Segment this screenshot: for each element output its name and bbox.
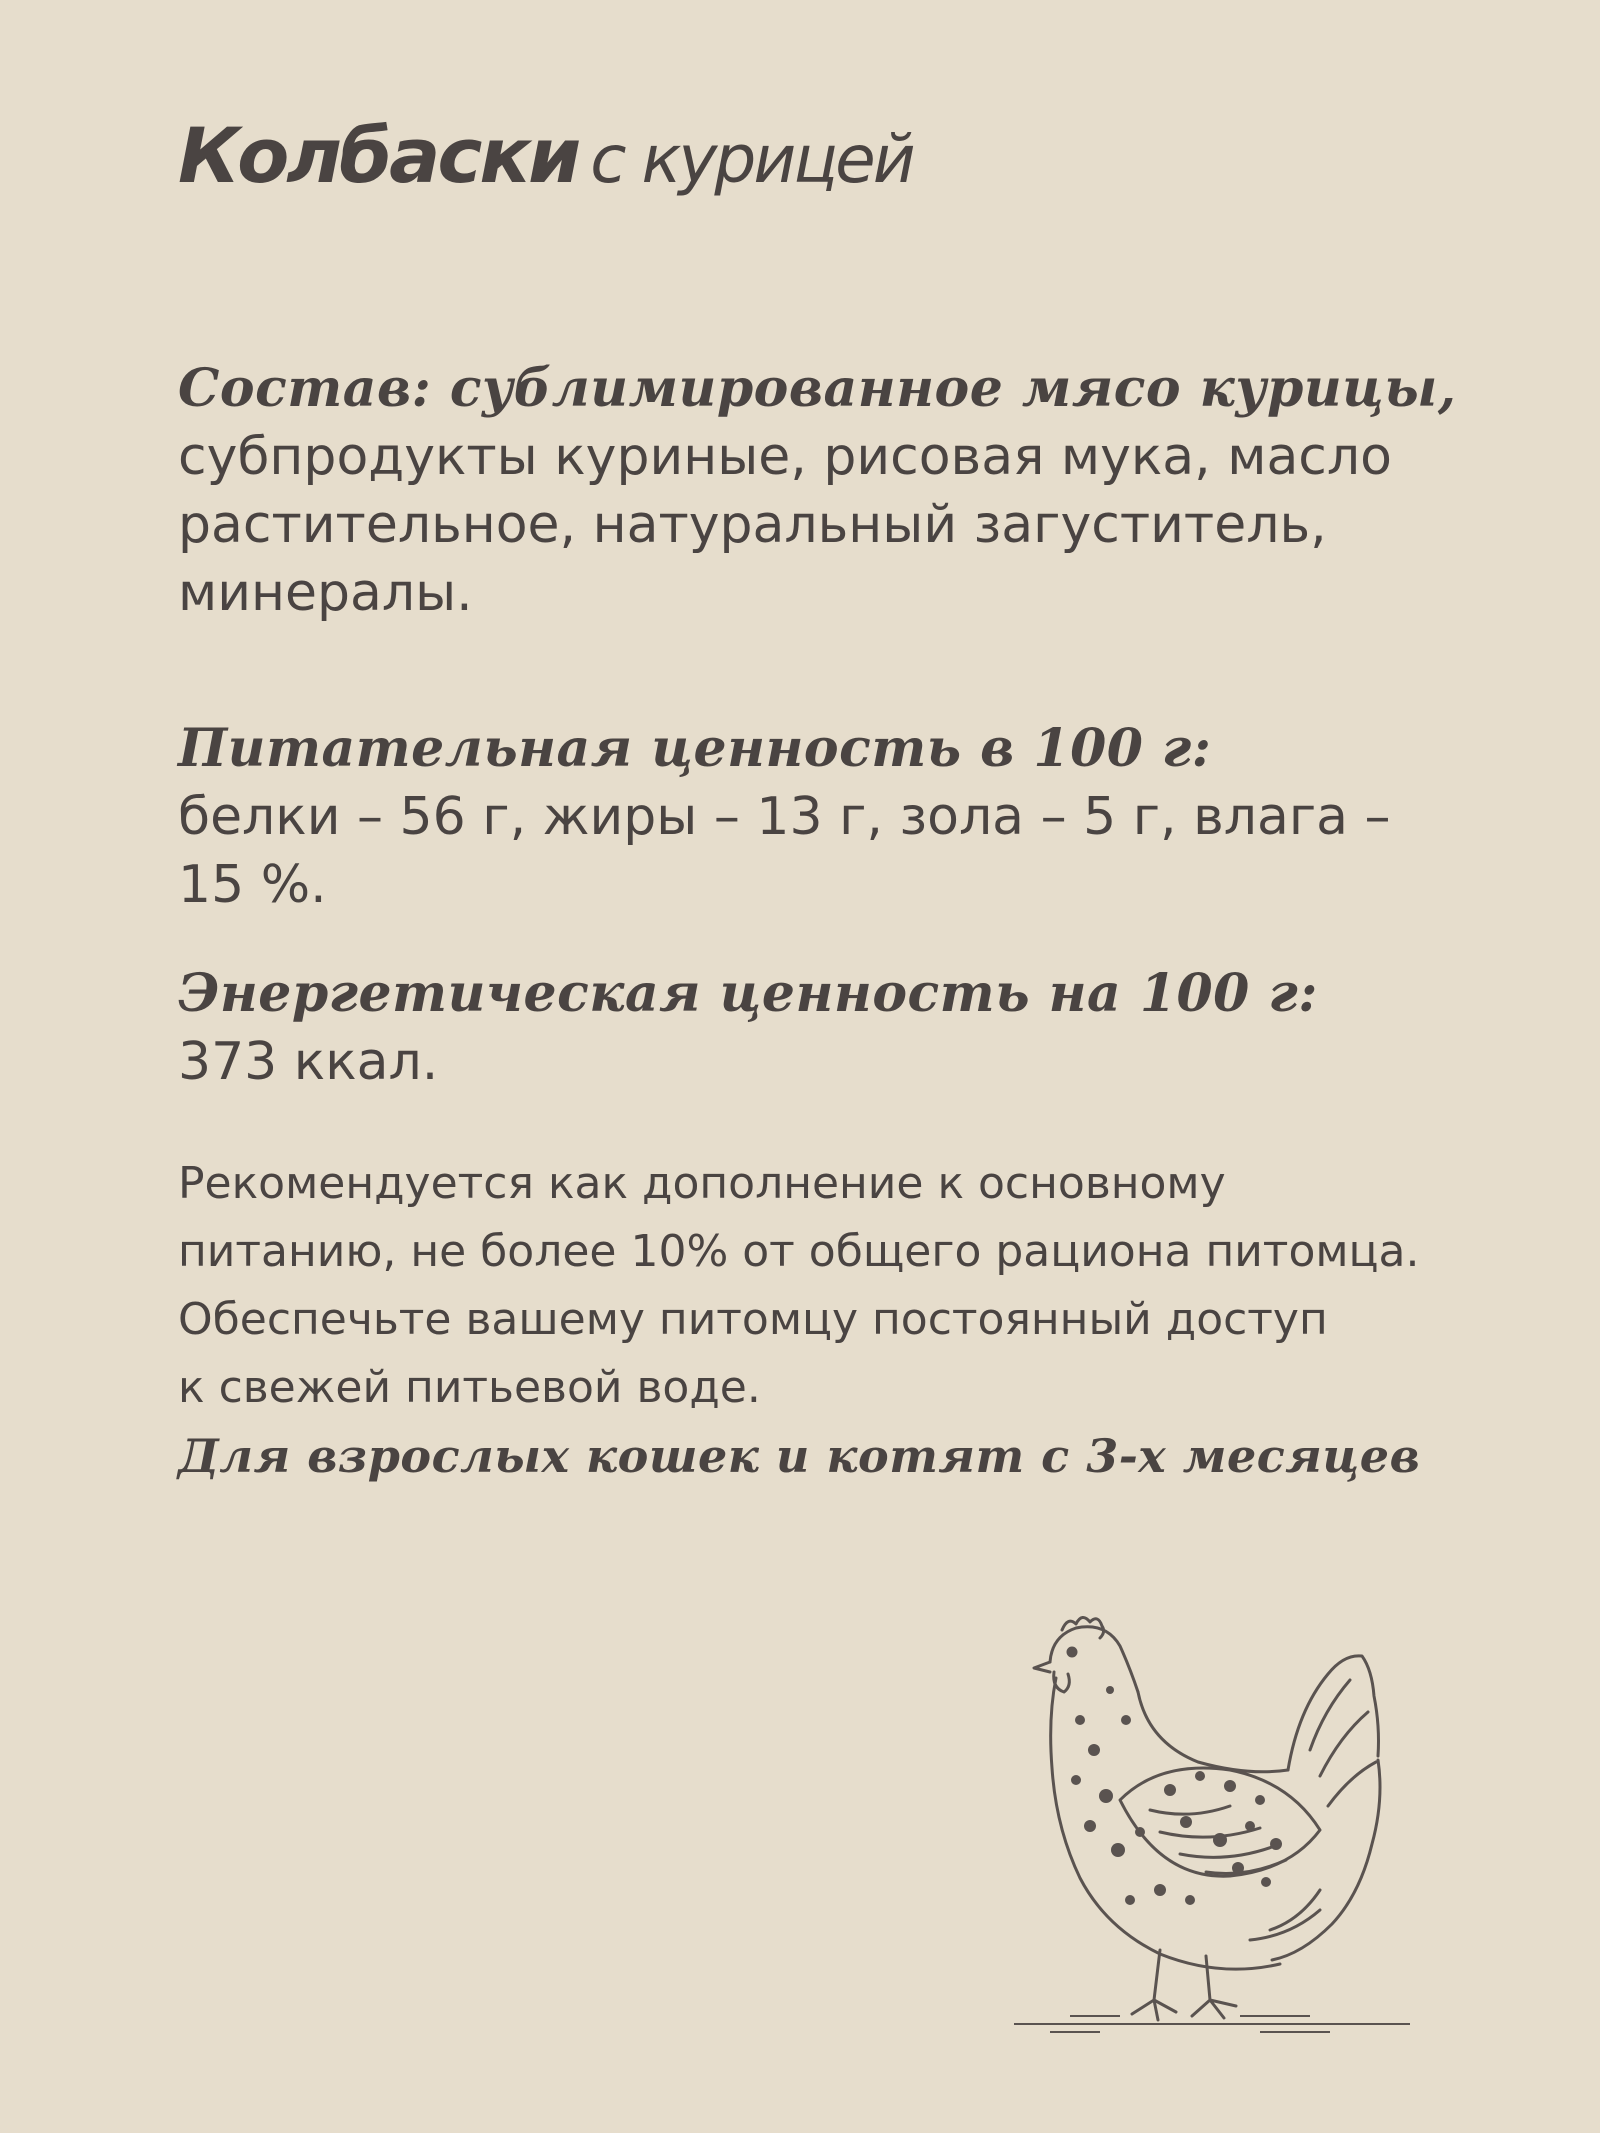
nutrition-line: 15 %. xyxy=(178,855,327,915)
recommendation-section xyxy=(178,1150,1498,1490)
composition-text xyxy=(178,423,1478,627)
recommendation-line: к свежей питьевой воде. xyxy=(178,1362,761,1413)
nutrition-text xyxy=(178,783,1478,919)
energy-section xyxy=(178,960,1478,1096)
product-title-light: с курицей xyxy=(590,121,913,198)
nutrition-section xyxy=(178,715,1478,919)
composition-line: растительное, натуральный загуститель, xyxy=(178,495,1327,555)
composition-heading: Состав: сублимированное мясо курицы, xyxy=(178,358,1457,419)
recommendation-line: питанию, не более 10% от общего рациона питомца. xyxy=(178,1226,1420,1277)
energy-heading: Энергетическая ценность на 100 г: xyxy=(178,963,1318,1024)
recommendation-line: Рекомендуется как дополнение к основному xyxy=(178,1158,1226,1209)
energy-value: 373 ккал. xyxy=(178,1032,439,1092)
nutrition-line: белки – 56 г, жиры – 13 г, зола – 5 г, влага – xyxy=(178,787,1391,847)
nutrition-heading: Питательная ценность в 100 г: xyxy=(178,718,1212,779)
audience-tagline: Для взрослых кошек и котят с 3-х месяцев xyxy=(178,1429,1421,1483)
product-title-strong: Колбаски xyxy=(178,111,579,200)
composition-section xyxy=(178,355,1478,627)
composition-line: субпродукты куриные, рисовая мука, масло xyxy=(178,427,1392,487)
composition-line: минералы. xyxy=(178,563,473,623)
product-title xyxy=(178,111,913,200)
hen-illustration-icon xyxy=(1010,1600,1430,2040)
recommendation-line: Обеспечьте вашему питомцу постоянный доступ xyxy=(178,1294,1328,1345)
